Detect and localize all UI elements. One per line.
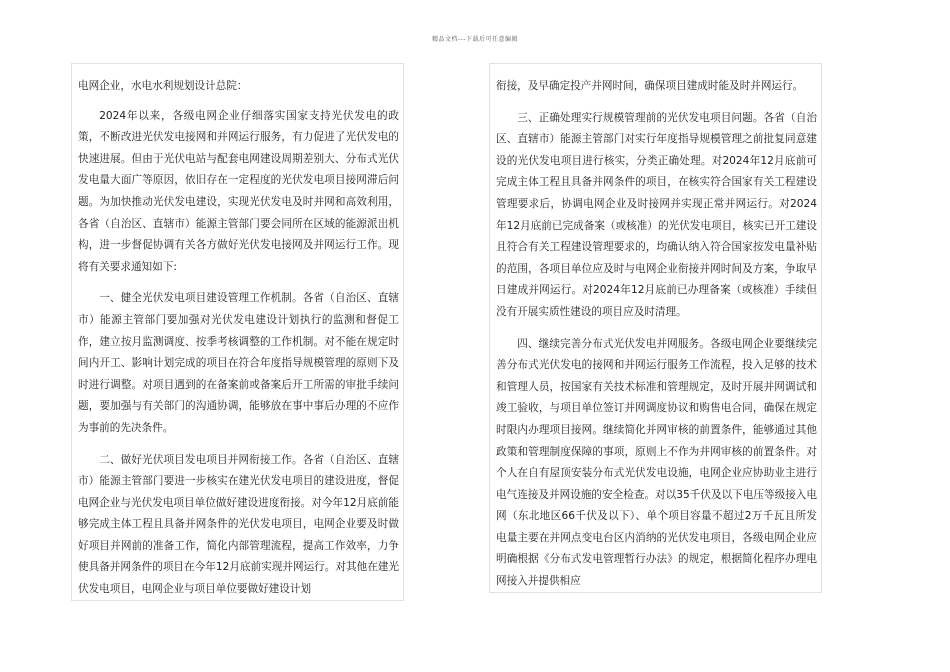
section-one-paragraph: 一、健全光伏发电项目建设管理工作机制。各省（自治区、直辖市）能源主管部门要加强对光伏发电建设计划执行的监测和督促工作，建立按月监测调度、按季考核调整的工作机制。对不能在规定时间内开工、影响计划完成的项目在符合年度指导规模管理的原则下及时进行调整。对项目遇到的在备案前或备案后开工所需的审批手续问题，要加强与有关部门的沟通协调，能够放在事中事后办理的不应作为事前的先决条件。: [78, 292, 399, 434]
section-three-paragraph: 三、正确处理实行规模管理前的光伏发电项目问题。各省（自治区、直辖市）能源主管部门对实行年度指导规模管理之前批复同意建设的光伏发电项目进行核实，分类正确处理。对2024年12月底前可完成主体工程且具备并网条件的项目，在核实符合国家有关工程建设管理要求后，协调电网企业及时接网并实现正常并网运行。对2024年12月底前已完成备案（或核准）的光伏发电项目，核实已开工建设且符合有关工程建设管理要求的，均确认纳入符合国家按发电量补贴的范围，各项目单位应及时与电网企业衔接并网时间及方案，争取早日建成并网运行。对2024年12月底前已办理备案（或核准）手续但没有开展实质性建设的项目应及时清理。: [496, 111, 817, 318]
document-page-right: [489, 63, 822, 593]
document-page-left: [71, 63, 404, 601]
page-header-note: 精品文档---下载后可任意编辑: [432, 36, 518, 43]
section-two-paragraph: 二、做好光伏项目发电项目并网衔接工作。各省（自治区、直辖市）能源主管部门要进一步核实在建光伏发电项目的建设进度，督促电网企业与光伏发电项目单位做好建设进度衔接。对今年12月底前能够完成主体工程且具备并网条件的光伏发电项目，电网企业要及时做好项目并网前的准备工作，简化内部管理流程，提高工作效率，力争使具备并网条件的项目在今年12月底前实现并网运行。对其他在建光伏发电项目，电网企业与项目单位要做好建设计划: [78, 453, 399, 596]
section-four-paragraph: 四、继续完善分布式光伏发电并网服务。各级电网企业要继续完善分布式光伏发电的接网和并网运行服务工作流程，投入足够的技术和管理人员，按国家有关技术标准和管理规定，及时开展并网调试和竣工验收，与项目单位签订并网调度协议和购售电合同，确保在规定时限内办理项目接网。继续简化并网审核的前置条件，能够通过其他政策和管理制度保障的事项，原则上不作为并网审核的前置条件。对个人在自有屋顶安装分布式光伏发电设施，电网企业应协助业主进行电气连接及并网设施的安全检查。对以35千伏及以下电压等级接入电网（东北地区66千伏及以下）、单个项目容量不超过2万千瓦且所发电量主要在并网点变电台区内消纳的光伏发电项目，各级电网企业应明确根据《分布式发电管理暂行办法》的规定，根据简化程序办理电网接入并提供相应: [496, 337, 817, 588]
salutation-paragraph: 电网企业，水电水利规划设计总院：: [78, 80, 248, 92]
continuation-paragraph: 衔接，及早确定投产并网时间，确保项目建成时能及时并网运行。: [496, 80, 804, 92]
intro-paragraph: 2024年以来，各级电网企业仔细落实国家支持光伏发电的政策，不断改进光伏发电接网和并网运行服务，有力促进了光伏发电的快速进展。但由于光伏电站与配套电网建设周期差别大、分布式光伏发电量大面广等原因，依旧存在一定程度的光伏发电项目接网滞后问题。为加快推动光伏发电建设，实现光伏发电及时并网和高效利用，各省（自治区、直辖市）能源主管部门要会同所在区域的能源派出机构，进一步督促协调有关各方做好光伏发电接网及并网运行工作。现将有关要求通知如下:: [78, 109, 399, 273]
